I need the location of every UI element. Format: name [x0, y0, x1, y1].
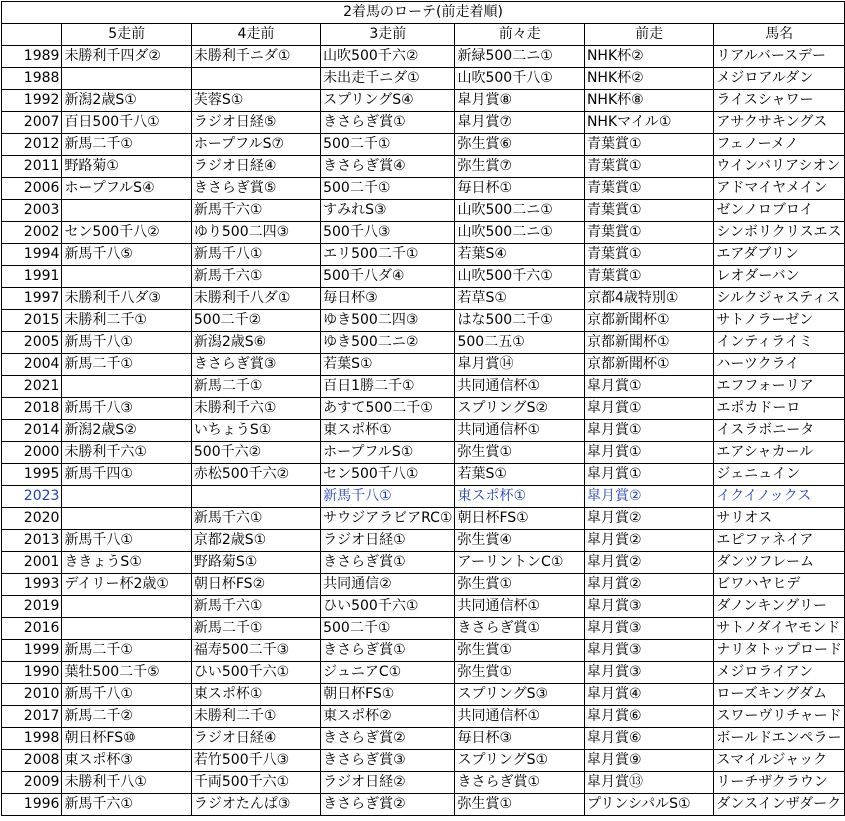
- race-4-ago-cell: 千両500千六①: [191, 772, 320, 794]
- horse-name-cell: ウインバリアシオン: [714, 156, 845, 178]
- race-5-ago-cell: 新馬二千②: [62, 706, 191, 728]
- race-4-ago-cell: 野路菊S①: [191, 552, 320, 574]
- race-2-ago-cell: 弥生賞①: [455, 794, 584, 816]
- race-4-ago-cell: 未勝利千ニダ①: [191, 46, 320, 68]
- race-4-ago-cell: ラジオ日経④: [191, 156, 320, 178]
- rotation-table: [1, 1, 845, 816]
- race-5-ago-cell: [62, 618, 191, 640]
- race-2-ago-cell: 皐月賞⑧: [455, 90, 584, 112]
- year-cell: 1990: [2, 662, 62, 684]
- race-5-ago-cell: 新馬千八⑤: [62, 244, 191, 266]
- header-2-races-ago: 前々走: [455, 24, 584, 46]
- year-cell: 1989: [2, 46, 62, 68]
- previous-race-cell: プリンシパルS①: [584, 794, 713, 816]
- year-cell: 2015: [2, 310, 62, 332]
- race-3-ago-cell: 毎日杯③: [321, 288, 455, 310]
- table-row: [2, 772, 845, 794]
- table-row: [2, 508, 845, 530]
- horse-name-cell: リアルバースデー: [714, 46, 845, 68]
- table-row: [2, 134, 845, 156]
- table-row: [2, 376, 845, 398]
- year-cell: 2021: [2, 376, 62, 398]
- table-row: [2, 112, 845, 134]
- year-cell: 2008: [2, 750, 62, 772]
- year-cell: 2018: [2, 398, 62, 420]
- previous-race-cell: 青葉賞①: [584, 200, 713, 222]
- table-row: [2, 574, 845, 596]
- race-3-ago-cell: 500千八③: [321, 222, 455, 244]
- previous-race-cell: 青葉賞①: [584, 222, 713, 244]
- previous-race-cell: 皐月賞⑨: [584, 750, 713, 772]
- horse-name-cell: アドマイヤメイン: [714, 178, 845, 200]
- race-4-ago-cell: きさらぎ賞③: [191, 354, 320, 376]
- race-4-ago-cell: 新潟2歳S⑥: [191, 332, 320, 354]
- race-2-ago-cell: 弥生賞⑦: [455, 156, 584, 178]
- table-row: [2, 662, 845, 684]
- year-cell: 2012: [2, 134, 62, 156]
- table-row: [2, 200, 845, 222]
- horse-name-cell: メジロアルダン: [714, 68, 845, 90]
- table-row: [2, 596, 845, 618]
- header-5-races-ago: 5走前: [62, 24, 191, 46]
- race-2-ago-cell: 皐月賞⑦: [455, 112, 584, 134]
- race-4-ago-cell: ホープフルS⑦: [191, 134, 320, 156]
- table-row: [2, 420, 845, 442]
- previous-race-cell: 青葉賞①: [584, 244, 713, 266]
- race-5-ago-cell: 新馬千六①: [62, 794, 191, 816]
- table-row: [2, 728, 845, 750]
- previous-race-cell: 京都新聞杯①: [584, 310, 713, 332]
- previous-race-cell: NHKマイル①: [584, 112, 713, 134]
- race-2-ago-cell: 共同通信杯①: [455, 596, 584, 618]
- race-5-ago-cell: 未勝利千八ダ③: [62, 288, 191, 310]
- previous-race-cell: 皐月賞③: [584, 596, 713, 618]
- race-5-ago-cell: 新馬二千①: [62, 134, 191, 156]
- year-cell: 2006: [2, 178, 62, 200]
- previous-race-cell: 青葉賞①: [584, 134, 713, 156]
- horse-name-cell: メジロライアン: [714, 662, 845, 684]
- header-previous-race: 前走: [584, 24, 713, 46]
- race-5-ago-cell: 未勝利二千①: [62, 310, 191, 332]
- race-2-ago-cell: 東スポ杯①: [455, 486, 584, 508]
- race-3-ago-cell: 共同通信②: [321, 574, 455, 596]
- race-5-ago-cell: 新馬千八③: [62, 398, 191, 420]
- race-4-ago-cell: 新馬千六①: [191, 508, 320, 530]
- race-5-ago-cell: 新潟2歳S①: [62, 90, 191, 112]
- race-3-ago-cell: きさらぎ賞①: [321, 640, 455, 662]
- horse-name-cell: シンボリクリスエス: [714, 222, 845, 244]
- year-cell: 2017: [2, 706, 62, 728]
- year-cell: 2007: [2, 112, 62, 134]
- race-4-ago-cell: 新馬千八①: [191, 244, 320, 266]
- previous-race-cell: 青葉賞①: [584, 178, 713, 200]
- race-4-ago-cell: [191, 68, 320, 90]
- horse-name-cell: アサクサキングス: [714, 112, 845, 134]
- race-5-ago-cell: [62, 266, 191, 288]
- year-cell: 2019: [2, 596, 62, 618]
- race-5-ago-cell: 新馬二千①: [62, 640, 191, 662]
- race-2-ago-cell: 山吹500千六①: [455, 266, 584, 288]
- race-4-ago-cell: いちょうS①: [191, 420, 320, 442]
- race-3-ago-cell: 山吹500千六②: [321, 46, 455, 68]
- race-5-ago-cell: [62, 508, 191, 530]
- previous-race-cell: 皐月賞③: [584, 618, 713, 640]
- race-2-ago-cell: 毎日杯①: [455, 178, 584, 200]
- race-2-ago-cell: スプリングS①: [455, 750, 584, 772]
- race-4-ago-cell: 500千六②: [191, 442, 320, 464]
- year-cell: 1988: [2, 68, 62, 90]
- year-cell: 2009: [2, 772, 62, 794]
- horse-name-cell: ボールドエンペラー: [714, 728, 845, 750]
- race-3-ago-cell: ゆき500二四③: [321, 310, 455, 332]
- year-cell: 1994: [2, 244, 62, 266]
- race-4-ago-cell: きさらぎ賞⑤: [191, 178, 320, 200]
- race-5-ago-cell: 新馬千八①: [62, 332, 191, 354]
- year-cell: 2000: [2, 442, 62, 464]
- race-3-ago-cell: 500二千①: [321, 618, 455, 640]
- horse-name-cell: ライスシャワー: [714, 90, 845, 112]
- race-5-ago-cell: デイリー杯2歳①: [62, 574, 191, 596]
- race-5-ago-cell: [62, 376, 191, 398]
- race-2-ago-cell: はな500二千①: [455, 310, 584, 332]
- table-row: [2, 222, 845, 244]
- race-3-ago-cell: きさらぎ賞①: [321, 112, 455, 134]
- race-5-ago-cell: 葉牡500二千⑤: [62, 662, 191, 684]
- horse-name-cell: エピファネイア: [714, 530, 845, 552]
- race-5-ago-cell: 未勝利千六①: [62, 442, 191, 464]
- race-5-ago-cell: 未勝利千四ダ②: [62, 46, 191, 68]
- previous-race-cell: 皐月賞①: [584, 464, 713, 486]
- year-cell: 1993: [2, 574, 62, 596]
- table-row: [2, 530, 845, 552]
- race-3-ago-cell: 百日1勝二千①: [321, 376, 455, 398]
- race-2-ago-cell: 500二五①: [455, 332, 584, 354]
- previous-race-cell: 皐月賞②: [584, 552, 713, 574]
- race-4-ago-cell: 新馬千六①: [191, 200, 320, 222]
- race-5-ago-cell: 新馬千四①: [62, 464, 191, 486]
- previous-race-cell: 青葉賞①: [584, 266, 713, 288]
- race-3-ago-cell: 500二千①: [321, 178, 455, 200]
- year-cell: 2011: [2, 156, 62, 178]
- race-5-ago-cell: [62, 68, 191, 90]
- horse-name-cell: ナリタトップロード: [714, 640, 845, 662]
- race-4-ago-cell: 東スポ杯①: [191, 684, 320, 706]
- race-5-ago-cell: [62, 596, 191, 618]
- race-2-ago-cell: スプリングS③: [455, 684, 584, 706]
- race-3-ago-cell: スプリングS④: [321, 90, 455, 112]
- header-row: [2, 24, 845, 46]
- race-4-ago-cell: ゆり500二四③: [191, 222, 320, 244]
- race-4-ago-cell: 新馬二千①: [191, 376, 320, 398]
- table-row: [2, 288, 845, 310]
- race-4-ago-cell: 新馬千六①: [191, 596, 320, 618]
- table-title: 2着馬のローテ(前走着順): [2, 2, 845, 24]
- race-3-ago-cell: ゆき500二ニ②: [321, 332, 455, 354]
- race-2-ago-cell: 朝日杯FS①: [455, 508, 584, 530]
- table-row: [2, 750, 845, 772]
- header-4-races-ago: 4走前: [191, 24, 320, 46]
- race-5-ago-cell: 朝日杯FS⑩: [62, 728, 191, 750]
- race-5-ago-cell: ききょうS①: [62, 552, 191, 574]
- horse-name-cell: エポカドーロ: [714, 398, 845, 420]
- previous-race-cell: NHK杯②: [584, 68, 713, 90]
- race-4-ago-cell: 福寿500二千③: [191, 640, 320, 662]
- race-3-ago-cell: きさらぎ賞③: [321, 750, 455, 772]
- race-3-ago-cell: あすて500二千①: [321, 398, 455, 420]
- year-cell: 2002: [2, 222, 62, 244]
- race-2-ago-cell: きさらぎ賞①: [455, 618, 584, 640]
- header-3-races-ago: 3走前: [321, 24, 455, 46]
- race-3-ago-cell: 朝日杯FS①: [321, 684, 455, 706]
- year-cell: 2016: [2, 618, 62, 640]
- race-4-ago-cell: 未勝利千六①: [191, 398, 320, 420]
- year-cell: 1997: [2, 288, 62, 310]
- race-3-ago-cell: サウジアラビアRC①: [321, 508, 455, 530]
- year-cell: 2004: [2, 354, 62, 376]
- race-5-ago-cell: ホープフルS④: [62, 178, 191, 200]
- race-2-ago-cell: 若葉S①: [455, 464, 584, 486]
- year-cell: 2005: [2, 332, 62, 354]
- year-cell: 1998: [2, 728, 62, 750]
- race-3-ago-cell: きさらぎ賞②: [321, 794, 455, 816]
- race-2-ago-cell: 弥生賞①: [455, 442, 584, 464]
- race-4-ago-cell: 新馬二千①: [191, 618, 320, 640]
- previous-race-cell: NHK杯⑧: [584, 90, 713, 112]
- table-row: [2, 640, 845, 662]
- race-3-ago-cell: ホープフルS①: [321, 442, 455, 464]
- race-2-ago-cell: 山吹500千八①: [455, 68, 584, 90]
- race-5-ago-cell: 新潟2歳S②: [62, 420, 191, 442]
- race-4-ago-cell: ラジオ日経④: [191, 728, 320, 750]
- horse-name-cell: エアシャカール: [714, 442, 845, 464]
- horse-name-cell: レオダーバン: [714, 266, 845, 288]
- table-row: [2, 68, 845, 90]
- horse-name-cell: イクイノックス: [714, 486, 845, 508]
- table-row: [2, 178, 845, 200]
- race-2-ago-cell: 山吹500二ニ①: [455, 222, 584, 244]
- table-row: [2, 442, 845, 464]
- table-row: [2, 684, 845, 706]
- horse-name-cell: ビワハヤヒデ: [714, 574, 845, 596]
- race-3-ago-cell: 若葉S①: [321, 354, 455, 376]
- race-2-ago-cell: 若葉S④: [455, 244, 584, 266]
- table-body: [2, 2, 845, 816]
- race-2-ago-cell: 共同通信杯①: [455, 376, 584, 398]
- table-row: [2, 794, 845, 816]
- previous-race-cell: 京都新聞杯①: [584, 332, 713, 354]
- horse-name-cell: ゼンノロブロイ: [714, 200, 845, 222]
- race-4-ago-cell: ひい500千六①: [191, 662, 320, 684]
- table-row: [2, 354, 845, 376]
- race-4-ago-cell: 未勝利千八ダ①: [191, 288, 320, 310]
- race-4-ago-cell: 朝日杯FS②: [191, 574, 320, 596]
- previous-race-cell: 京都新聞杯①: [584, 354, 713, 376]
- table-row: [2, 156, 845, 178]
- table-row: [2, 332, 845, 354]
- race-2-ago-cell: 弥生賞④: [455, 530, 584, 552]
- race-4-ago-cell: 京都2歳S①: [191, 530, 320, 552]
- table-row: [2, 266, 845, 288]
- previous-race-cell: 皐月賞②: [584, 530, 713, 552]
- table-row: [2, 90, 845, 112]
- previous-race-cell: 皐月賞②: [584, 574, 713, 596]
- previous-race-cell: 青葉賞①: [584, 156, 713, 178]
- horse-name-cell: リーチザクラウン: [714, 772, 845, 794]
- race-2-ago-cell: 山吹500二ニ①: [455, 200, 584, 222]
- race-3-ago-cell: ジュニアC①: [321, 662, 455, 684]
- race-2-ago-cell: 弥生賞①: [455, 662, 584, 684]
- race-3-ago-cell: きさらぎ賞④: [321, 156, 455, 178]
- race-5-ago-cell: 新馬二千①: [62, 354, 191, 376]
- year-cell: 2001: [2, 552, 62, 574]
- race-2-ago-cell: 弥生賞⑥: [455, 134, 584, 156]
- previous-race-cell: 皐月賞⑥: [584, 728, 713, 750]
- race-2-ago-cell: 共同通信杯①: [455, 420, 584, 442]
- year-cell: 2020: [2, 508, 62, 530]
- horse-name-cell: スマイルジャック: [714, 750, 845, 772]
- previous-race-cell: 皐月賞③: [584, 640, 713, 662]
- horse-name-cell: エフフォーリア: [714, 376, 845, 398]
- previous-race-cell: 皐月賞③: [584, 662, 713, 684]
- race-3-ago-cell: 東スポ杯①: [321, 420, 455, 442]
- race-3-ago-cell: 未出走千ニダ①: [321, 68, 455, 90]
- race-5-ago-cell: 新馬千八①: [62, 684, 191, 706]
- race-5-ago-cell: 百日500千八①: [62, 112, 191, 134]
- race-2-ago-cell: 共同通信杯①: [455, 706, 584, 728]
- horse-name-cell: ダノンキングリー: [714, 596, 845, 618]
- race-4-ago-cell: 500二千②: [191, 310, 320, 332]
- race-5-ago-cell: 新馬千八①: [62, 530, 191, 552]
- race-2-ago-cell: アーリントンC①: [455, 552, 584, 574]
- horse-name-cell: ダンツフレーム: [714, 552, 845, 574]
- race-5-ago-cell: 野路菊①: [62, 156, 191, 178]
- previous-race-cell: 皐月賞②: [584, 486, 713, 508]
- race-5-ago-cell: [62, 486, 191, 508]
- table-row: [2, 244, 845, 266]
- previous-race-cell: 皐月賞①: [584, 442, 713, 464]
- previous-race-cell: 皐月賞①: [584, 376, 713, 398]
- table-row: [2, 552, 845, 574]
- race-3-ago-cell: 500千八ダ④: [321, 266, 455, 288]
- table-row: [2, 46, 845, 68]
- race-3-ago-cell: セン500千八①: [321, 464, 455, 486]
- previous-race-cell: 皐月賞②: [584, 508, 713, 530]
- previous-race-cell: 皐月賞⑬: [584, 772, 713, 794]
- year-cell: 1992: [2, 90, 62, 112]
- race-3-ago-cell: 500二千①: [321, 134, 455, 156]
- race-2-ago-cell: 毎日杯③: [455, 728, 584, 750]
- race-4-ago-cell: ラジオ日経⑤: [191, 112, 320, 134]
- year-cell: 2014: [2, 420, 62, 442]
- table-row: [2, 464, 845, 486]
- horse-name-cell: インティライミ: [714, 332, 845, 354]
- race-4-ago-cell: 若竹500千八③: [191, 750, 320, 772]
- table-row: [2, 618, 845, 640]
- previous-race-cell: 京都4歳特別①: [584, 288, 713, 310]
- race-5-ago-cell: [62, 200, 191, 222]
- horse-name-cell: サリオス: [714, 508, 845, 530]
- race-3-ago-cell: ラジオ日経①: [321, 530, 455, 552]
- year-cell: 2013: [2, 530, 62, 552]
- race-4-ago-cell: 新馬千六①: [191, 266, 320, 288]
- race-4-ago-cell: [191, 486, 320, 508]
- horse-name-cell: ジェニュイン: [714, 464, 845, 486]
- year-cell: 1996: [2, 794, 62, 816]
- race-2-ago-cell: スプリングS②: [455, 398, 584, 420]
- race-2-ago-cell: きさらぎ賞①: [455, 772, 584, 794]
- year-cell: 2010: [2, 684, 62, 706]
- table-row: [2, 486, 845, 508]
- race-3-ago-cell: きさらぎ賞②: [321, 728, 455, 750]
- table-row: [2, 706, 845, 728]
- race-2-ago-cell: 新緑500二ニ①: [455, 46, 584, 68]
- race-2-ago-cell: 皐月賞⑭: [455, 354, 584, 376]
- title-row: [2, 2, 845, 24]
- header-horse-name: 馬名: [714, 24, 845, 46]
- year-cell: 1999: [2, 640, 62, 662]
- race-3-ago-cell: すみれS③: [321, 200, 455, 222]
- race-4-ago-cell: ラジオたんぱ③: [191, 794, 320, 816]
- horse-name-cell: ローズキングダム: [714, 684, 845, 706]
- year-cell: 1995: [2, 464, 62, 486]
- table-row: [2, 398, 845, 420]
- rotation-table-container: [1, 1, 845, 816]
- horse-name-cell: ハーツクライ: [714, 354, 845, 376]
- race-4-ago-cell: 芙蓉S①: [191, 90, 320, 112]
- race-3-ago-cell: エリ500二千①: [321, 244, 455, 266]
- race-5-ago-cell: 東スポ杯③: [62, 750, 191, 772]
- horse-name-cell: サトノダイヤモンド: [714, 618, 845, 640]
- year-cell: 2003: [2, 200, 62, 222]
- horse-name-cell: シルクジャスティス: [714, 288, 845, 310]
- horse-name-cell: ダンスインザダーク: [714, 794, 845, 816]
- race-2-ago-cell: 若草S①: [455, 288, 584, 310]
- race-3-ago-cell: きさらぎ賞①: [321, 552, 455, 574]
- horse-name-cell: フェノーメノ: [714, 134, 845, 156]
- horse-name-cell: サトノラーゼン: [714, 310, 845, 332]
- race-3-ago-cell: ひい500千六①: [321, 596, 455, 618]
- horse-name-cell: イスラボニータ: [714, 420, 845, 442]
- previous-race-cell: NHK杯②: [584, 46, 713, 68]
- race-5-ago-cell: 未勝利千八①: [62, 772, 191, 794]
- horse-name-cell: スワーヴリチャード: [714, 706, 845, 728]
- table-row: [2, 310, 845, 332]
- header-year: [2, 24, 62, 46]
- previous-race-cell: 皐月賞①: [584, 398, 713, 420]
- race-3-ago-cell: 東スポ杯②: [321, 706, 455, 728]
- previous-race-cell: 皐月賞①: [584, 420, 713, 442]
- year-cell: 2023: [2, 486, 62, 508]
- year-cell: 1991: [2, 266, 62, 288]
- race-2-ago-cell: 弥生賞①: [455, 640, 584, 662]
- race-4-ago-cell: 未勝利二千①: [191, 706, 320, 728]
- previous-race-cell: 皐月賞④: [584, 684, 713, 706]
- race-3-ago-cell: ラジオ日経②: [321, 772, 455, 794]
- horse-name-cell: エアダブリン: [714, 244, 845, 266]
- race-4-ago-cell: 赤松500千六②: [191, 464, 320, 486]
- race-3-ago-cell: 新馬千八①: [321, 486, 455, 508]
- race-5-ago-cell: セン500千八②: [62, 222, 191, 244]
- race-2-ago-cell: 弥生賞①: [455, 574, 584, 596]
- previous-race-cell: 皐月賞⑥: [584, 706, 713, 728]
